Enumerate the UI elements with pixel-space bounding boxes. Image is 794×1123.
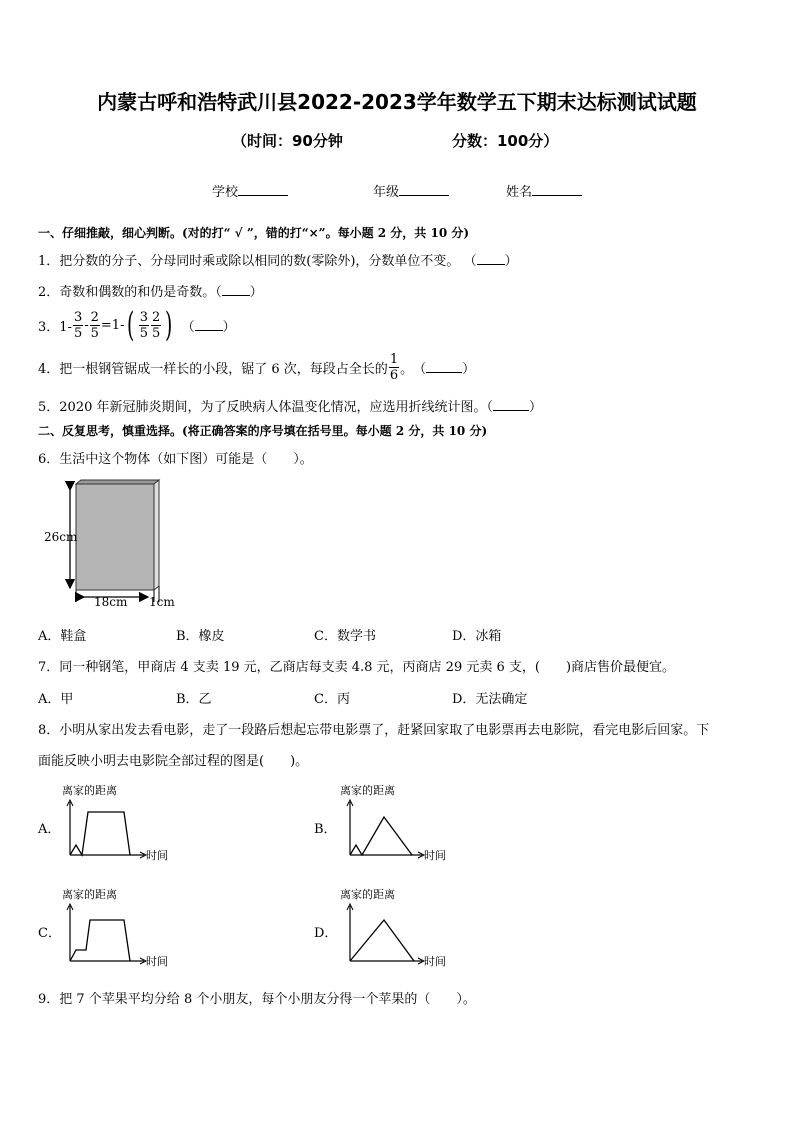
width-label: 18cm [94,595,128,609]
q6-option-d[interactable]: D．冰箱 [452,629,502,644]
answer-paren[interactable]: （ ） [215,285,263,300]
name-label: 姓名 [506,185,533,200]
answer-paren[interactable]: （ ） [486,400,543,415]
book-figure [40,476,190,614]
grade-blank[interactable] [399,195,449,196]
question-1 [38,250,518,269]
x-axis-label: 时间 [146,955,168,968]
question-2-text: 2．奇数和偶数的和仍是奇数。 [38,285,216,300]
q8-option-c-label[interactable]: C． [38,926,61,941]
question-3-mid: =1- [100,317,125,333]
q8-graph-d [334,886,464,968]
answer-paren[interactable]: （ ） [413,361,476,377]
y-axis-label: 离家的距离 [62,784,117,797]
q8-option-a-label[interactable]: A． [38,822,61,837]
question-3: 3．1- $\frac{3}{5}$ - $\frac{2}{5}$ =1- ( $\frac{3}{5}$ $\frac{2}{5}$ ) （ ） [38,305,236,345]
y-axis-label: 离家的距离 [340,888,395,901]
q6-option-a[interactable]: A．鞋盒 [38,629,87,644]
fraction: $\frac{2}{5}$ [152,309,161,341]
graph-line [70,920,130,961]
question-9: 9．把 7 个苹果平均分给 8 个小朋友，每个小朋友分得一个苹果的（ ）。 [38,992,476,1007]
graph-line [350,817,412,855]
question-2 [38,281,263,300]
question-8-line1: 8．小明从家出发去看电影，走了一段路后想起忘带电影票了，赶紧回家取了电影票再去电影院，看完电影后回家。下 [38,723,710,738]
question-4-text: 4．把一根钢管锯成一样长的小段，锯了 6 次，每段占全长的 [38,361,388,377]
q8-graph-b [334,782,464,862]
fraction: $\frac{3}{5}$ [139,309,149,341]
answer-paren[interactable]: （ ） [463,254,518,269]
question-5 [38,396,542,415]
fraction: $\frac{1}{6}$ [389,351,399,383]
book-side [154,480,159,590]
school-label: 学校 [212,185,239,200]
fraction: $\frac{2}{5}$ [90,309,99,341]
section2-heading: 二、反复思考，慎重选择。(将正确答案的序号填在括号里。每小题 2 分，共 10 分) [38,424,488,438]
q7-option-a[interactable]: A．甲 [38,692,74,707]
question-1-text: 1．把分数的分子、分母同时乘或除以相同的数(零除外)，分数单位不变。 [38,254,460,269]
height-label: 26cm [44,530,78,544]
left-paren: ( [127,305,135,345]
question-7: 7．同一种钢笔，甲商店 4 支卖 19 元，乙商店每支卖 4.8 元，丙商店 29 元卖 6 支，( )商店售价最便宜。 [38,660,676,675]
fraction: $\frac{3}{5}$ [73,309,83,341]
q7-option-b[interactable]: B．乙 [176,692,212,707]
name-field [506,181,582,200]
question-3-prefix: 3．1- [38,319,72,335]
book-front [76,484,154,590]
x-axis-label: 时间 [424,849,446,862]
q7-option-c[interactable]: C．丙 [314,692,350,707]
exam-score: 分数：100分） [452,132,559,150]
school-blank[interactable] [238,195,288,196]
graph-line [70,812,130,855]
question-4: 4．把一根钢管锯成一样长的小段，锯了 6 次，每段占全长的 $\frac{1}{6}$ 。 （ ） [38,351,476,383]
question-6: 6．生活中这个物体（如下图）可能是（ ）。 [38,452,313,467]
q6-option-c[interactable]: C．数学书 [314,629,376,644]
q8-option-d-label[interactable]: D． [314,926,338,941]
graph-line [350,920,414,961]
q8-graph-a [58,782,188,862]
section1-heading: 一、仔细推敲，细心判断。(对的打“ √ ”，错的打“×”。每小题 2 分，共 10 分) [38,226,470,240]
q7-option-d[interactable]: D．无法确定 [452,692,528,707]
question-5-text: 5．2020 年新冠肺炎期间，为了反映病人体温变化情况，应选用折线统计图。 [38,400,487,415]
answer-paren[interactable]: （ ） [181,319,236,335]
q8-graph-c [58,886,188,968]
depth-label: 1cm [149,595,175,609]
book-top [76,480,159,484]
q6-option-b[interactable]: B．橡皮 [176,629,225,644]
grade-label: 年级 [373,185,400,200]
name-blank[interactable] [532,195,582,196]
x-axis-label: 时间 [146,849,168,862]
y-axis-label: 离家的距离 [62,888,117,901]
exam-time: （时间：90分钟 [232,132,343,150]
right-paren: ) [165,305,173,345]
question-8-line2: 面能反映小明去电影院全部过程的图是( )。 [38,754,309,769]
page-title: 内蒙古呼和浩特武川县2022-2023学年数学五下期末达标测试试题 [97,90,697,114]
q8-option-b-label[interactable]: B． [314,822,337,837]
school-field [212,181,288,200]
y-axis-label: 离家的距离 [340,784,395,797]
grade-field [373,181,449,200]
x-axis-label: 时间 [424,955,446,968]
